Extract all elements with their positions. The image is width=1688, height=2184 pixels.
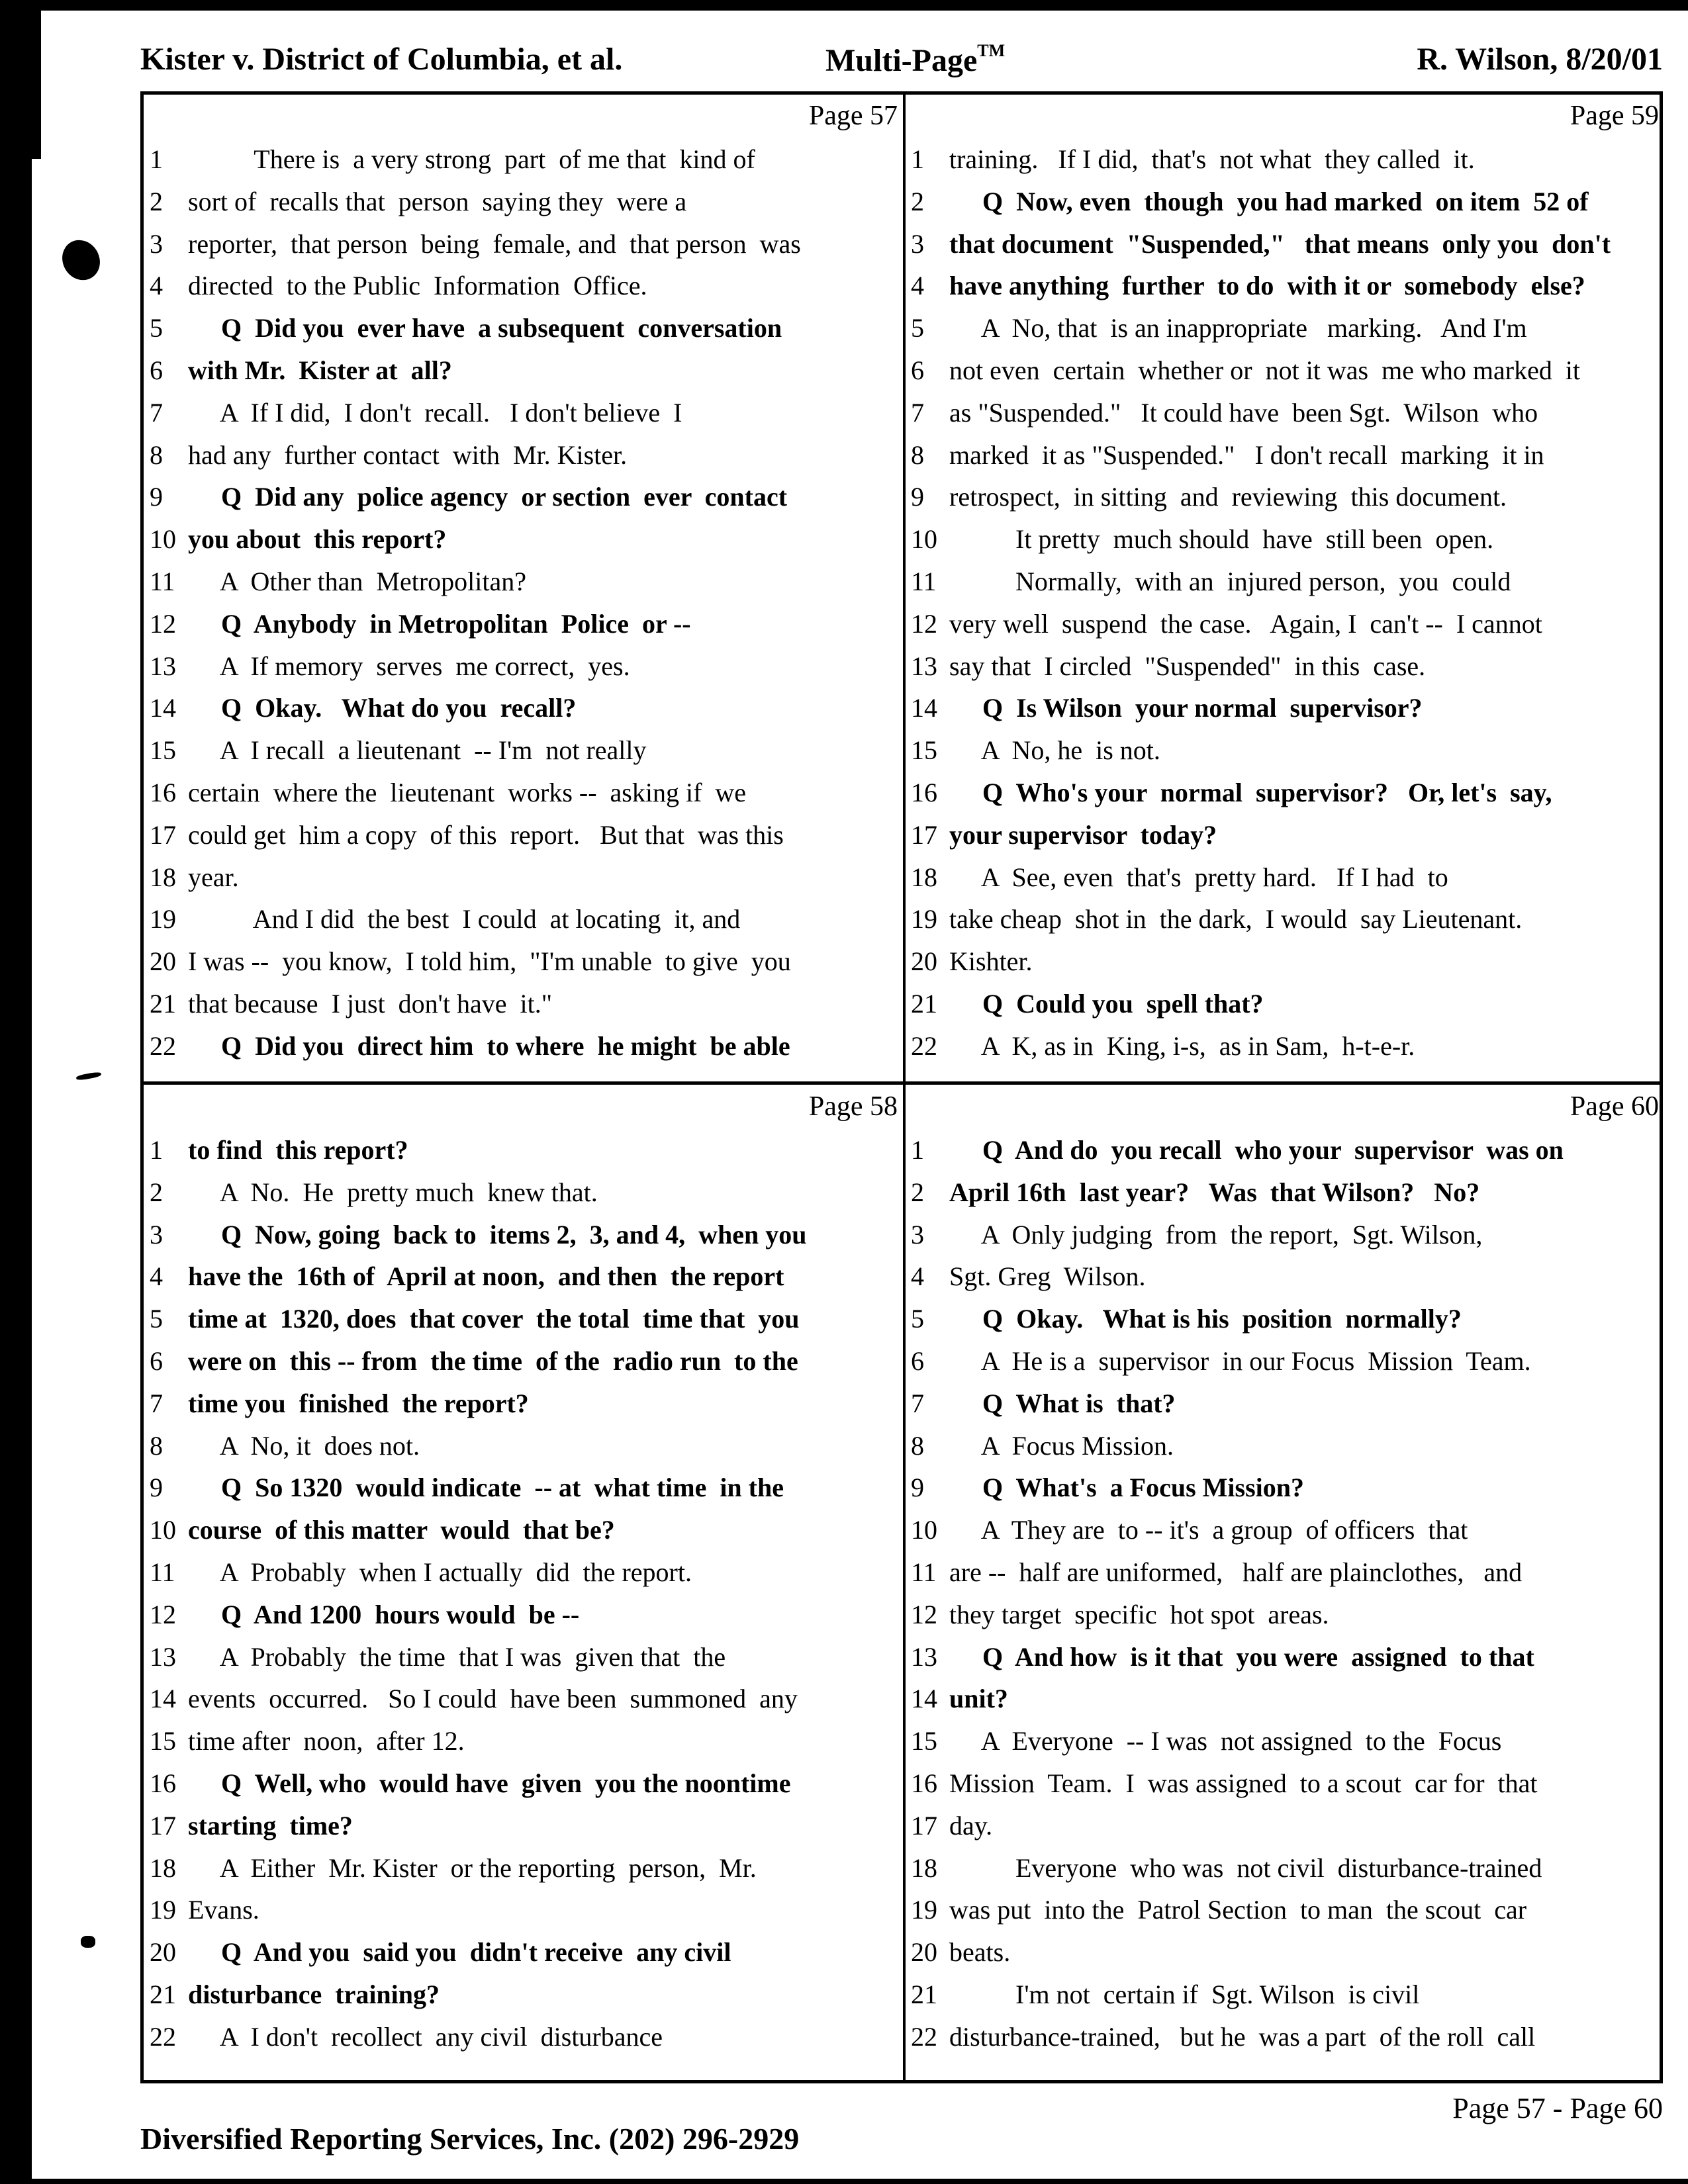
- line-number: 4: [150, 1261, 163, 1292]
- transcript-line: [147, 392, 902, 434]
- line-number: 5: [150, 313, 163, 343]
- line-text: A Probably when I actually did the report.: [188, 1557, 692, 1587]
- transcript-line: [147, 1762, 902, 1805]
- scan-edge-corner: [0, 0, 41, 159]
- row-divider: [140, 1081, 1663, 1085]
- line-text: take cheap shot in the dark, I would say Lieutenant.: [949, 904, 1523, 934]
- transcript-line: [908, 476, 1663, 518]
- line-number: 2: [911, 1177, 924, 1207]
- transcript-line: [147, 729, 902, 772]
- line-text: Q Okay. What is his position normally?: [949, 1304, 1462, 1334]
- transcript-line: [908, 1467, 1663, 1509]
- line-number: 13: [911, 651, 937, 681]
- line-text: directed to the Public Information Office.: [188, 271, 647, 301]
- line-number: 13: [150, 1641, 176, 1672]
- line-text: with Mr. Kister at all?: [188, 355, 452, 385]
- transcript-line: [147, 687, 902, 729]
- line-text: year.: [188, 862, 239, 892]
- line-text: Evans.: [188, 1895, 259, 1925]
- line-number: 21: [911, 1979, 937, 2009]
- transcript-line: [908, 1383, 1663, 1425]
- line-text: Q Could you spell that?: [949, 988, 1264, 1019]
- line-number: 7: [150, 397, 163, 428]
- line-text: marked it as "Suspended." I don't recall marking it in: [949, 439, 1544, 470]
- line-number: 18: [911, 862, 937, 892]
- line-text: Q Did you ever have a subsequent conversation: [188, 313, 782, 343]
- line-number: 6: [911, 1345, 924, 1376]
- transcript-line: [147, 1594, 902, 1636]
- line-text: Sgt. Greg Wilson.: [949, 1261, 1146, 1292]
- transcript-line: [147, 1509, 902, 1551]
- transcript-line: [908, 1340, 1663, 1383]
- line-text: A Focus Mission.: [949, 1430, 1174, 1461]
- line-number: 21: [150, 1979, 176, 2009]
- line-text: starting time?: [188, 1810, 353, 1841]
- page-number-label: Page 57: [808, 101, 898, 131]
- line-number: 16: [150, 1768, 176, 1798]
- transcript-line: [908, 1762, 1663, 1805]
- scan-edge-top: [0, 0, 1688, 11]
- transcript-line: [908, 434, 1663, 477]
- line-text: Q Did you direct him to where he might be able: [188, 1030, 790, 1061]
- line-text: not even certain whether or not it was me who marked it: [949, 355, 1581, 385]
- transcript-lines: [908, 1129, 1663, 2058]
- transcript-line: [908, 856, 1663, 899]
- line-number: 4: [911, 271, 924, 301]
- transcript-line: [147, 1467, 902, 1509]
- scan-edge-bottom: [0, 2179, 1688, 2184]
- line-text: Q Who's your normal supervisor? Or, let's say,: [949, 777, 1552, 807]
- transcript-line: [147, 349, 902, 392]
- line-number: 1: [150, 1135, 163, 1165]
- transcript-line: [908, 1425, 1663, 1467]
- transcript-line: [908, 138, 1663, 181]
- line-number: 16: [150, 777, 176, 807]
- transcript-line: [147, 1931, 902, 1974]
- line-number: 4: [150, 271, 163, 301]
- line-text: Mission Team. I was assigned to a scout car for that: [949, 1768, 1538, 1798]
- line-text: Q What's a Focus Mission?: [949, 1473, 1304, 1503]
- line-number: 4: [911, 1261, 924, 1292]
- line-number: 21: [911, 988, 937, 1019]
- transcript-line: [908, 814, 1663, 856]
- line-number: 22: [150, 2021, 176, 2052]
- transcript-line: [908, 1594, 1663, 1636]
- line-text: There is a very strong part of me that kind of: [188, 144, 755, 174]
- line-number: 18: [150, 1852, 176, 1883]
- line-number: 13: [150, 651, 176, 681]
- transcript-line: [908, 983, 1663, 1025]
- line-text: A No, he is not.: [949, 735, 1160, 766]
- transcript-line: [147, 1889, 902, 1931]
- transcript-line: [147, 1805, 902, 1847]
- line-text: disturbance-trained, but he was a part of the roll call: [949, 2021, 1536, 2052]
- transcript-line: [908, 1214, 1663, 1256]
- line-number: 15: [911, 1726, 937, 1756]
- line-number: 8: [150, 1430, 163, 1461]
- line-number: 12: [911, 1599, 937, 1629]
- transcript-line: [147, 1129, 902, 1171]
- transcript-line: [147, 1636, 902, 1678]
- transcript-line: [147, 814, 902, 856]
- transcript-line: [908, 729, 1663, 772]
- transcript-line: [908, 181, 1663, 223]
- line-number: 8: [911, 1430, 924, 1461]
- transcript-line: [147, 307, 902, 349]
- line-number: 3: [911, 228, 924, 259]
- line-text: A Everyone -- I was not assigned to the Focus: [949, 1726, 1502, 1756]
- line-text: A I don't recollect any civil disturbance: [188, 2021, 663, 2052]
- line-text: A See, even that's pretty hard. If I had to: [949, 862, 1448, 892]
- line-number: 10: [150, 524, 176, 555]
- line-number: 9: [911, 482, 924, 512]
- transcript-line: [908, 1509, 1663, 1551]
- line-text: A No, that is an inappropriate marking. And I'm: [949, 313, 1527, 343]
- line-number: 3: [150, 228, 163, 259]
- transcript-line: [147, 434, 902, 477]
- multipage-brand: [825, 41, 1005, 79]
- transcript-line: [147, 645, 902, 688]
- transcript-line: [147, 518, 902, 561]
- line-number: 13: [911, 1641, 937, 1672]
- transcript-lines: [147, 138, 902, 1068]
- transcript-line: [908, 1129, 1663, 1171]
- line-text: events occurred. So I could have been summoned any: [188, 1684, 798, 1714]
- line-number: 20: [911, 1937, 937, 1968]
- line-text: Q What is that?: [949, 1388, 1176, 1418]
- transcript-line: [908, 1974, 1663, 2016]
- line-number: 15: [150, 735, 176, 766]
- transcript-line: [147, 1974, 902, 2016]
- line-text: certain where the lieutenant works -- asking if we: [188, 777, 747, 807]
- line-number: 18: [911, 1852, 937, 1883]
- line-number: 6: [150, 355, 163, 385]
- transcript-line: [147, 1847, 902, 1889]
- transcript-line: [147, 1383, 902, 1425]
- line-text: Q Well, who would have given you the noontime: [188, 1768, 791, 1798]
- line-text: I was -- you know, I told him, "I'm unable to give you: [188, 946, 791, 977]
- page-number-label: Page 59: [1570, 101, 1659, 131]
- line-text: A No. He pretty much knew that.: [188, 1177, 598, 1207]
- line-text: Q Is Wilson your normal supervisor?: [949, 693, 1423, 723]
- line-number: 12: [150, 1599, 176, 1629]
- page-range: Page 57 - Page 60: [1452, 2092, 1663, 2124]
- line-number: 11: [911, 1557, 937, 1587]
- line-text: A They are to -- it's a group of officers that: [949, 1515, 1468, 1545]
- line-text: Q And how is it that you were assigned to that: [949, 1641, 1534, 1672]
- line-text: Q Did any police agency or section ever contact: [188, 482, 788, 512]
- line-text: were on this -- from the time of the radio run to the: [188, 1345, 798, 1376]
- transcript-line: [147, 138, 902, 181]
- line-text: that because I just don't have it.": [188, 988, 553, 1019]
- line-number: 8: [150, 439, 163, 470]
- line-text: Q Now, even though you had marked on item 52 of: [949, 186, 1589, 216]
- line-number: 20: [911, 946, 937, 977]
- transcript-line: [908, 518, 1663, 561]
- line-text: to find this report?: [188, 1135, 408, 1165]
- transcript-line: [147, 983, 902, 1025]
- line-text: Q And you said you didn't receive any civil: [188, 1937, 731, 1968]
- line-text: say that I circled "Suspended" in this case.: [949, 651, 1426, 681]
- transcript-lines: [908, 138, 1663, 1068]
- line-number: 10: [911, 1515, 937, 1545]
- line-text: A I recall a lieutenant -- I'm not really: [188, 735, 647, 766]
- transcript-line: [147, 603, 902, 645]
- line-number: 22: [150, 1030, 176, 1061]
- line-text: time you finished the report?: [188, 1388, 529, 1418]
- transcript-line: [908, 223, 1663, 265]
- line-number: 17: [150, 1810, 176, 1841]
- line-number: 17: [150, 819, 176, 850]
- line-number: 18: [150, 862, 176, 892]
- scan-edge-left: [0, 0, 32, 2184]
- line-number: 1: [911, 144, 924, 174]
- line-text: reporter, that person being female, and that person was: [188, 228, 801, 259]
- line-number: 22: [911, 2021, 937, 2052]
- line-number: 11: [150, 1557, 175, 1587]
- line-text: time at 1320, does that cover the total time that you: [188, 1304, 800, 1334]
- transcript-line: [147, 476, 902, 518]
- transcript-line: [908, 1255, 1663, 1298]
- transcript-line: [147, 1340, 902, 1383]
- transcript-line: [908, 561, 1663, 603]
- line-text: was put into the Patrol Section to man the scout car: [949, 1895, 1527, 1925]
- transcript-line: [908, 349, 1663, 392]
- line-text: A Probably the time that I was given that the: [188, 1641, 726, 1672]
- line-number: 5: [150, 1304, 163, 1334]
- line-number: 19: [911, 904, 937, 934]
- column-divider: [903, 93, 906, 2083]
- line-number: 21: [150, 988, 176, 1019]
- transcript-line: [147, 2016, 902, 2058]
- transcript-line: [908, 1678, 1663, 1720]
- transcript-line: [147, 898, 902, 940]
- line-number: 14: [911, 1684, 937, 1714]
- line-text: A If I did, I don't recall. I don't believe I: [188, 397, 682, 428]
- transcript-line: [908, 603, 1663, 645]
- transcript-line: [908, 1720, 1663, 1762]
- line-number: 22: [911, 1030, 937, 1061]
- page-number-label: Page 58: [808, 1091, 898, 1122]
- line-text: Q Now, going back to items 2, 3, and 4, when you: [188, 1219, 807, 1250]
- line-number: 9: [150, 1473, 163, 1503]
- transcript-line: [147, 1551, 902, 1594]
- transcript-line: [908, 265, 1663, 307]
- line-text: time after noon, after 12.: [188, 1726, 465, 1756]
- line-number: 14: [911, 693, 937, 723]
- case-title: Kister v. District of Columbia, et al.: [140, 42, 623, 77]
- transcript-line: [147, 856, 902, 899]
- transcript-line: [908, 1171, 1663, 1214]
- line-text: Q And 1200 hours would be --: [188, 1599, 580, 1629]
- line-text: have anything further to do with it or somebody else?: [949, 271, 1585, 301]
- line-number: 7: [150, 1388, 163, 1418]
- scan-speck: [81, 1936, 95, 1948]
- transcript-line: [147, 1425, 902, 1467]
- transcript-page-58: [147, 1085, 902, 2071]
- transcript-line: [147, 1255, 902, 1298]
- transcript-line: [147, 940, 902, 983]
- line-text: April 16th last year? Was that Wilson? No?: [949, 1177, 1480, 1207]
- page-number-label: Page 60: [1570, 1091, 1659, 1122]
- line-number: 8: [911, 439, 924, 470]
- line-text: your supervisor today?: [949, 819, 1217, 850]
- transcript-line: [147, 223, 902, 265]
- line-number: 16: [911, 1768, 937, 1798]
- line-number: 3: [150, 1219, 163, 1250]
- line-number: 19: [150, 904, 176, 934]
- transcript-line: [147, 181, 902, 223]
- hole-punch-mark: [55, 233, 107, 287]
- transcript-line: [908, 1636, 1663, 1678]
- line-number: 7: [911, 1388, 924, 1418]
- line-text: day.: [949, 1810, 993, 1841]
- line-text: training. If I did, that's not what they called it.: [949, 144, 1475, 174]
- line-number: 12: [911, 608, 937, 639]
- line-text: Q So 1320 would indicate -- at what time in the: [188, 1473, 784, 1503]
- line-number: 6: [150, 1345, 163, 1376]
- line-text: A Other than Metropolitan?: [188, 566, 527, 596]
- line-number: 9: [150, 482, 163, 512]
- transcript-line: [147, 1214, 902, 1256]
- line-number: 16: [911, 777, 937, 807]
- line-number: 10: [150, 1515, 176, 1545]
- line-number: 5: [911, 1304, 924, 1334]
- line-text: A Only judging from the report, Sgt. Wilson,: [949, 1219, 1483, 1250]
- scan-speck: [76, 1071, 102, 1081]
- line-number: 10: [911, 524, 937, 555]
- transcript-line: [147, 1678, 902, 1720]
- reporting-company: Diversified Reporting Services, Inc. (202) 296-2929: [140, 2122, 800, 2156]
- transcript-page-57: [147, 95, 902, 1081]
- line-number: 15: [150, 1726, 176, 1756]
- line-text: A If memory serves me correct, yes.: [188, 651, 630, 681]
- line-text: as "Suspended." It could have been Sgt. Wilson who: [949, 397, 1538, 428]
- line-text: Everyone who was not civil disturbance-trained: [949, 1852, 1542, 1883]
- transcript-line: [147, 561, 902, 603]
- line-text: disturbance training?: [188, 1979, 440, 2009]
- line-text: And I did the best I could at locating it, and: [188, 904, 741, 934]
- line-text: could get him a copy of this report. But that was this: [188, 819, 784, 850]
- line-number: 11: [911, 566, 937, 596]
- transcript-page-59: [908, 95, 1663, 1081]
- line-text: they target specific hot spot areas.: [949, 1599, 1329, 1629]
- line-number: 17: [911, 819, 937, 850]
- line-text: retrospect, in sitting and reviewing this document.: [949, 482, 1507, 512]
- transcript-line: [147, 1298, 902, 1340]
- line-number: 14: [150, 1684, 176, 1714]
- line-text: A Either Mr. Kister or the reporting person, Mr.: [188, 1852, 757, 1883]
- transcript-line: [908, 1298, 1663, 1340]
- transcript-line: [147, 1171, 902, 1214]
- line-text: course of this matter would that be?: [188, 1515, 615, 1545]
- transcript-line: [147, 1720, 902, 1762]
- line-text: very well suspend the case. Again, I can't -- I cannot: [949, 608, 1542, 639]
- transcript-line: [908, 940, 1663, 983]
- line-number: 19: [150, 1895, 176, 1925]
- transcript-line: [908, 772, 1663, 814]
- line-number: 5: [911, 313, 924, 343]
- transcript-line: [908, 1931, 1663, 1974]
- line-text: have the 16th of April at noon, and then the report: [188, 1261, 784, 1292]
- line-text: A He is a supervisor in our Focus Mission Team.: [949, 1345, 1531, 1376]
- line-text: you about this report?: [188, 524, 447, 555]
- line-text: that document "Suspended," that means only you don't: [949, 228, 1611, 259]
- line-text: Kishter.: [949, 946, 1033, 977]
- transcript-line: [147, 1025, 902, 1068]
- transcript-line: [908, 898, 1663, 940]
- line-number: 7: [911, 397, 924, 428]
- transcript-page-60: [908, 1085, 1663, 2071]
- transcript-line: [908, 1551, 1663, 1594]
- trademark-mark: TM: [977, 41, 1006, 60]
- line-number: 2: [911, 186, 924, 216]
- transcript-line: [908, 645, 1663, 688]
- line-text: had any further contact with Mr. Kister.: [188, 439, 628, 470]
- transcript-line: [908, 1805, 1663, 1847]
- brand-name: Multi-Page: [825, 43, 978, 78]
- line-number: 2: [150, 1177, 163, 1207]
- transcript-line: [908, 1889, 1663, 1931]
- line-number: 19: [911, 1895, 937, 1925]
- line-text: Normally, with an injured person, you could: [949, 566, 1511, 596]
- line-number: 1: [150, 144, 163, 174]
- line-number: 9: [911, 1473, 924, 1503]
- witness-date: R. Wilson, 8/20/01: [1417, 42, 1663, 77]
- line-number: 1: [911, 1135, 924, 1165]
- line-text: A No, it does not.: [188, 1430, 420, 1461]
- line-number: 20: [150, 1937, 176, 1968]
- line-text: Q Okay. What do you recall?: [188, 693, 577, 723]
- line-number: 3: [911, 1219, 924, 1250]
- transcript-line: [908, 392, 1663, 434]
- line-number: 2: [150, 186, 163, 216]
- line-number: 17: [911, 1810, 937, 1841]
- line-text: are -- half are uniformed, half are plainclothes, and: [949, 1557, 1523, 1587]
- transcript-header: [140, 41, 1663, 87]
- transcript-line: [908, 307, 1663, 349]
- line-number: 11: [150, 566, 175, 596]
- transcript-line: [908, 1025, 1663, 1068]
- transcript-line: [147, 265, 902, 307]
- transcript-lines: [147, 1129, 902, 2058]
- line-number: 20: [150, 946, 176, 977]
- line-number: 14: [150, 693, 176, 723]
- line-text: Q And do you recall who your supervisor was on: [949, 1135, 1564, 1165]
- line-text: beats.: [949, 1937, 1011, 1968]
- transcript-line: [908, 2016, 1663, 2058]
- line-text: I'm not certain if Sgt. Wilson is civil: [949, 1979, 1420, 2009]
- line-text: unit?: [949, 1684, 1008, 1714]
- line-text: A K, as in King, i-s, as in Sam, h-t-e-r.: [949, 1030, 1415, 1061]
- line-text: sort of recalls that person saying they were a: [188, 186, 687, 216]
- line-text: Q Anybody in Metropolitan Police or --: [188, 608, 691, 639]
- transcript-line: [908, 1847, 1663, 1889]
- line-text: It pretty much should have still been open.: [949, 524, 1494, 555]
- line-number: 12: [150, 608, 176, 639]
- transcript-line: [147, 772, 902, 814]
- line-number: 15: [911, 735, 937, 766]
- transcript-line: [908, 687, 1663, 729]
- line-number: 6: [911, 355, 924, 385]
